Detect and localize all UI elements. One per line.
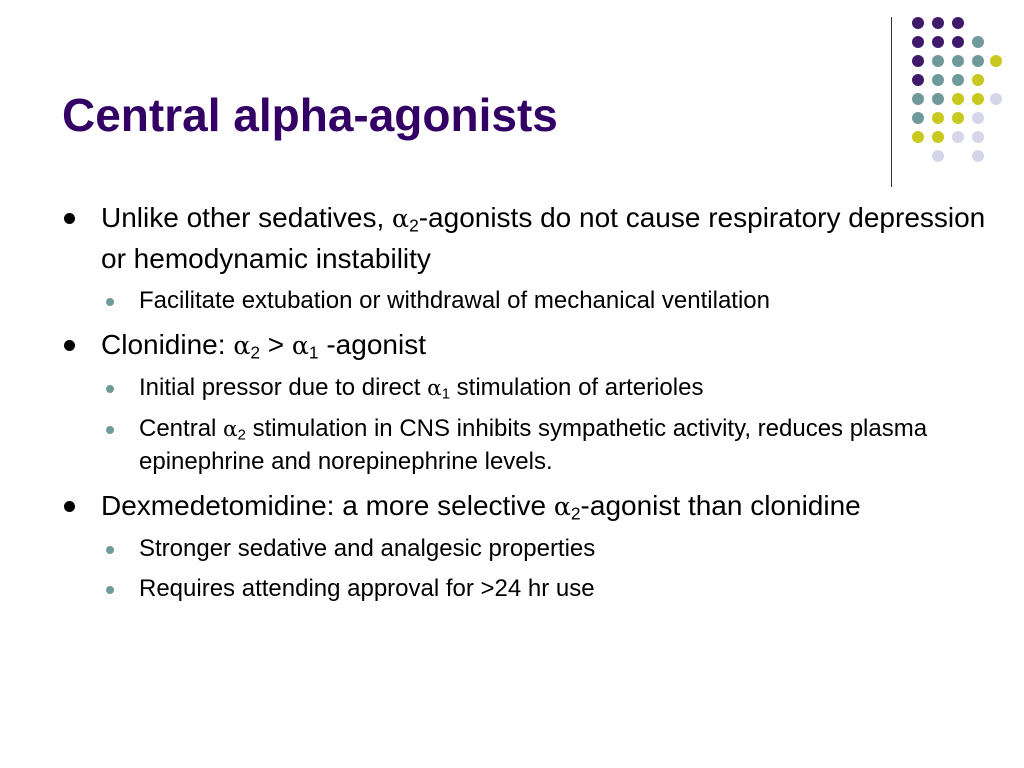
dot [972,74,984,86]
bullet-dot [64,340,75,351]
alpha-symbol: α [223,417,238,442]
alpha-symbol: α [233,331,251,360]
dot [912,93,924,105]
dot [932,131,944,143]
dot [912,55,924,67]
dot [932,93,944,105]
sub-bullet-dot [106,298,114,306]
sub-bullet-text: Stronger sedative and analgesic properties [139,535,596,562]
subscript: 1 [441,386,451,403]
divider-line [891,17,892,187]
bullet-item [62,486,992,527]
bullet-text: Dexmedetomidine: a more selective $\alpha_2$-agonist than clonidine [101,490,861,524]
sub-bullet-item [62,372,992,405]
sub-bullet-text: Facilitate extubation or withdrawal of mechanical ventilation [139,287,770,314]
dot [952,93,964,105]
dot [932,17,944,29]
dot [972,93,984,105]
bullet-dot [64,501,75,512]
dot [990,93,1002,105]
dot [912,74,924,86]
dot [972,55,984,67]
dot [952,17,964,29]
subscript: 2 [409,215,419,236]
bullet-item [62,325,992,366]
subscript: 2 [237,427,246,444]
sub-bullet-dot [106,426,114,434]
dot [952,131,964,143]
dot [932,36,944,48]
alpha-symbol: α [553,492,571,521]
bullet-item [62,198,992,279]
dot [932,74,944,86]
dot [952,55,964,67]
sub-bullet-item [62,285,992,317]
sub-bullet-item [62,573,992,605]
sub-bullet-dot [106,385,114,393]
bullet-text: Unlike other sedatives, $\alpha_2$-agonists do not cause respiratory depression or hemodynamic instability [101,202,986,274]
dot [952,74,964,86]
dot [932,112,944,124]
dot [972,112,984,124]
sub-bullet-text: Central $\alpha_2$ stimulation in CNS inhibits sympathetic activity, reduces plasma epinephrine and norepinephrine levels. [139,415,928,475]
dot [952,112,964,124]
dot [912,112,924,124]
slide-title: Central alpha-agonists [62,89,558,141]
sub-bullet-item [62,533,992,565]
dot [972,131,984,143]
sub-bullet-item [62,413,992,478]
dot [912,17,924,29]
subscript: 2 [250,342,260,363]
subscript: 1 [308,342,319,363]
slide-body [62,198,992,613]
alpha-symbol: α [392,204,410,233]
subscript: 2 [570,503,581,524]
dot [932,55,944,67]
sub-bullet-text: Initial pressor due to direct $\alpha_1$ stimulation of arterioles [139,374,704,403]
dot [912,36,924,48]
bullet-text: Clonidine: $\alpha_2 > \alpha_1$ -agonist [101,329,426,363]
alpha-symbol: α [427,376,442,401]
alpha-symbol: α [291,331,309,360]
sub-bullet-dot [106,586,114,594]
dot [952,36,964,48]
dot [932,150,944,162]
bullet-dot [64,213,75,224]
dot [972,36,984,48]
sub-bullet-text: Requires attending approval for >24 hr use [139,575,595,602]
dot [972,150,984,162]
dot [912,131,924,143]
sub-bullet-dot [106,546,114,554]
dot [990,55,1002,67]
